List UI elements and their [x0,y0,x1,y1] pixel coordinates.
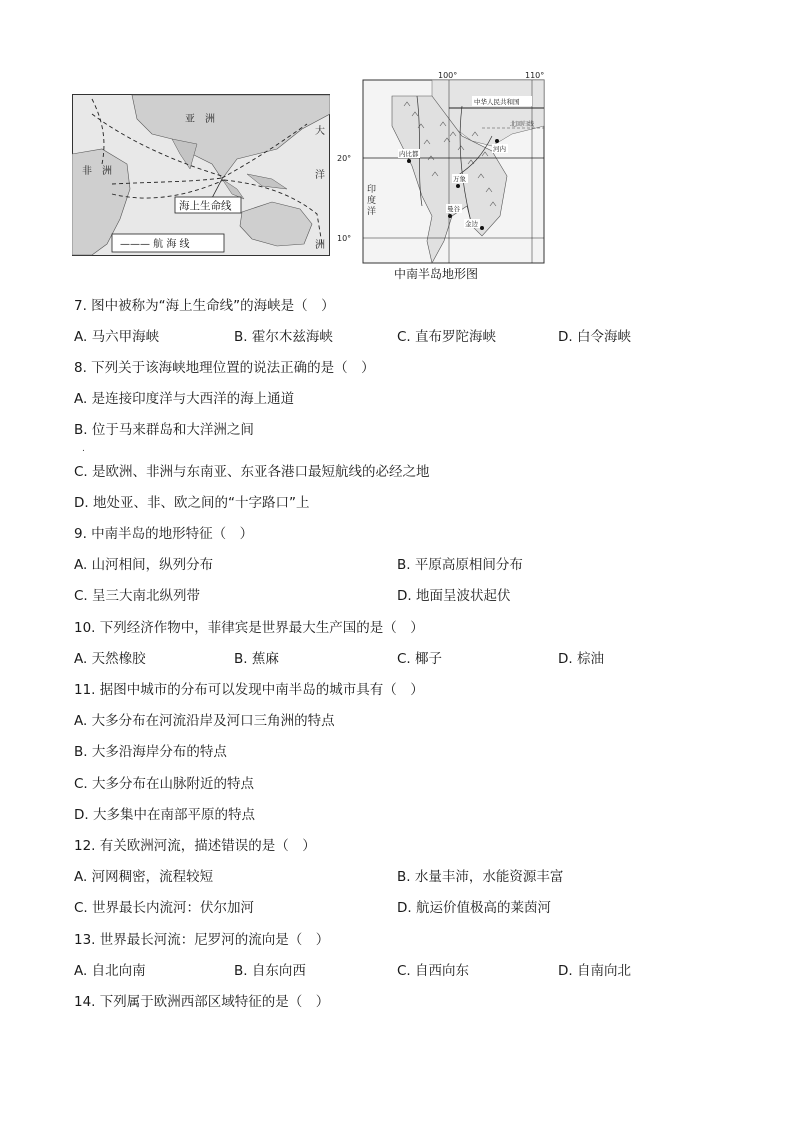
option-13b[interactable]: B. 自东向西 [234,963,306,979]
option-8c[interactable]: C. 是欧洲、非洲与东南亚、东亚各港口最短航线的必经之地 [74,464,430,480]
question-14: 14. 下列属于欧洲西部区域特征的是（ ） [74,994,330,1010]
label-oceania: 洲 [315,240,325,251]
option-9d[interactable]: D. 地面呈波状起伏 [397,588,511,604]
option-7d[interactable]: D. 白令海峡 [558,329,631,345]
question-11: 11. 据图中城市的分布可以发现中南半岛的城市具有（ ） [74,682,424,698]
option-10a[interactable]: A. 天然橡胶 [74,651,146,667]
option-7b[interactable]: B. 霍尔木兹海峡 [234,329,333,345]
label-indian-ocean-2: 度 [367,196,377,206]
label-ocean-1: 大 [315,126,325,137]
shipping-routes-map [72,94,330,256]
label-city-phnompenh: 金边 [465,220,478,228]
question-8: 8. 下列关于该海峡地理位置的说法正确的是（ ） [74,360,375,376]
option-8a[interactable]: A. 是连接印度洋与大西洋的海上通道 [74,391,295,407]
option-11d[interactable]: D. 大多集中在南部平原的特点 [74,807,255,823]
option-10d[interactable]: D. 棕油 [558,651,604,667]
label-lifeline: 海上生命线 [179,200,232,212]
question-10: 10. 下列经济作物中，菲律宾是世界最大生产国的是（ ） [74,620,424,636]
label-city-bangkok: 曼谷 [447,205,460,213]
option-12a[interactable]: A. 河网稠密，流程较短 [74,869,214,885]
option-11a[interactable]: A. 大多分布在河流沿岸及河口三角洲的特点 [74,713,335,729]
option-7c[interactable]: C. 直布罗陀海峡 [397,329,497,345]
option-10c[interactable]: C. 椰子 [397,651,443,667]
label-indian-ocean-3: 洋 [367,207,377,217]
question-13: 13. 世界最长河流：尼罗河的流向是（ ） [74,932,330,948]
label-lon-100: 100° [438,71,458,80]
question-9: 9. 中南半岛的地形特征（ ） [74,526,254,542]
option-13c[interactable]: C. 自西向东 [397,963,470,979]
label-china: 中华人民共和国 [474,98,520,106]
label-asia: 亚 洲 [185,114,215,125]
option-7a[interactable]: A. 马六甲海峡 [74,329,160,345]
option-9b[interactable]: B. 平原高原相间分布 [397,557,523,573]
label-lat-10: 10° [337,234,352,243]
option-8b[interactable]: B. 位于马来群岛和大洋洲之间 [74,422,254,438]
label-ocean-2: 洋 [315,170,325,181]
option-8d[interactable]: D. 地处亚、非、欧之间的“十字路口”上 [74,495,310,511]
label-lon-110: 110° [525,71,545,80]
map-caption: 中南半岛地形图 [394,267,479,281]
option-13d[interactable]: D. 自南向北 [558,963,631,979]
label-lat-20: 20° [337,154,352,163]
label-tropic: 北回归线 [510,121,535,128]
option-10b[interactable]: B. 蕉麻 [234,651,279,667]
option-12b[interactable]: B. 水量丰沛，水能资源丰富 [397,869,564,885]
option-12d[interactable]: D. 航运价值极高的莱茵河 [397,900,551,916]
label-africa: 非 洲 [82,166,112,177]
indochina-terrain-map [332,66,548,284]
question-12: 12. 有关欧洲河流，描述错误的是（ ） [74,838,316,854]
question-7: 7. 图中被称为“海上生命线”的海峡是（ ） [74,298,335,314]
option-9c[interactable]: C. 呈三大南北纵列带 [74,588,201,604]
option-12c[interactable]: C. 世界最长内流河：伏尔加河 [74,900,255,916]
option-11b[interactable]: B. 大多沿海岸分布的特点 [74,744,227,760]
label-indian-ocean-1: 印 [367,185,377,195]
stray-dot: . [82,444,85,454]
label-city-hanoi: 河内 [493,145,506,153]
label-city-naypyidaw: 内比都 [399,150,419,158]
legend-route: ——— 航 海 线 [120,239,190,250]
label-city-vientiane: 万象 [453,175,466,183]
option-13a[interactable]: A. 自北向南 [74,963,146,979]
option-11c[interactable]: C. 大多分布在山脉附近的特点 [74,776,255,792]
option-9a[interactable]: A. 山河相间，纵列分布 [74,557,214,573]
